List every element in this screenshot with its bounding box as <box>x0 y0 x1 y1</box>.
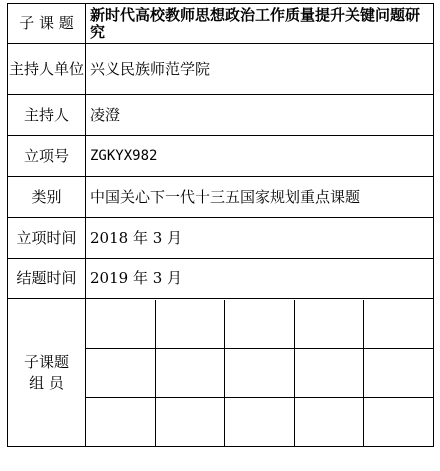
member-cell <box>294 397 363 446</box>
row-category <box>8 177 434 218</box>
label-project-number: 立项号 <box>8 136 86 177</box>
members-grid-cell <box>86 299 434 447</box>
label-subtopic: 子 课 题 <box>8 4 86 44</box>
label-category: 类别 <box>8 177 86 218</box>
member-cell <box>155 397 224 446</box>
member-cell <box>86 397 155 446</box>
members-label-line2: 组 员 <box>29 373 64 392</box>
value-end-date: 2019 年 3 月 <box>86 259 434 299</box>
member-cell <box>155 348 224 397</box>
member-cell <box>86 300 155 349</box>
value-start-date: 2018 年 3 月 <box>86 218 434 259</box>
value-host-unit: 兴义民族师范学院 <box>86 44 434 95</box>
member-cell <box>364 300 433 349</box>
label-host-unit: 主持人单位 <box>8 44 86 95</box>
label-members <box>8 299 86 447</box>
label-host: 主持人 <box>8 95 86 136</box>
row-host <box>8 95 434 136</box>
row-start-date <box>8 218 434 259</box>
members-grid <box>86 300 433 446</box>
member-cell <box>155 300 224 349</box>
project-info-table <box>7 3 434 447</box>
member-cell <box>86 348 155 397</box>
members-grid-row <box>86 300 433 349</box>
label-end-date: 结题时间 <box>8 259 86 299</box>
value-subtopic: 新时代高校教师思想政治工作质量提升关键问题研究 <box>86 4 434 44</box>
value-category: 中国关心下一代十三五国家规划重点课题 <box>86 177 434 218</box>
member-cell <box>294 300 363 349</box>
member-cell <box>225 348 294 397</box>
members-grid-row <box>86 397 433 446</box>
row-members <box>8 299 434 447</box>
row-subtopic <box>8 4 434 44</box>
member-cell <box>294 348 363 397</box>
members-grid-row <box>86 348 433 397</box>
row-host-unit <box>8 44 434 95</box>
label-start-date: 立项时间 <box>8 218 86 259</box>
member-cell <box>364 348 433 397</box>
member-cell <box>225 397 294 446</box>
value-host: 凌澄 <box>86 95 434 136</box>
row-project-number <box>8 136 434 177</box>
member-cell <box>225 300 294 349</box>
members-label-line1: 子课题 <box>23 352 69 371</box>
row-end-date <box>8 259 434 299</box>
member-cell <box>364 397 433 446</box>
value-project-number: ZGKYX982 <box>86 136 434 177</box>
